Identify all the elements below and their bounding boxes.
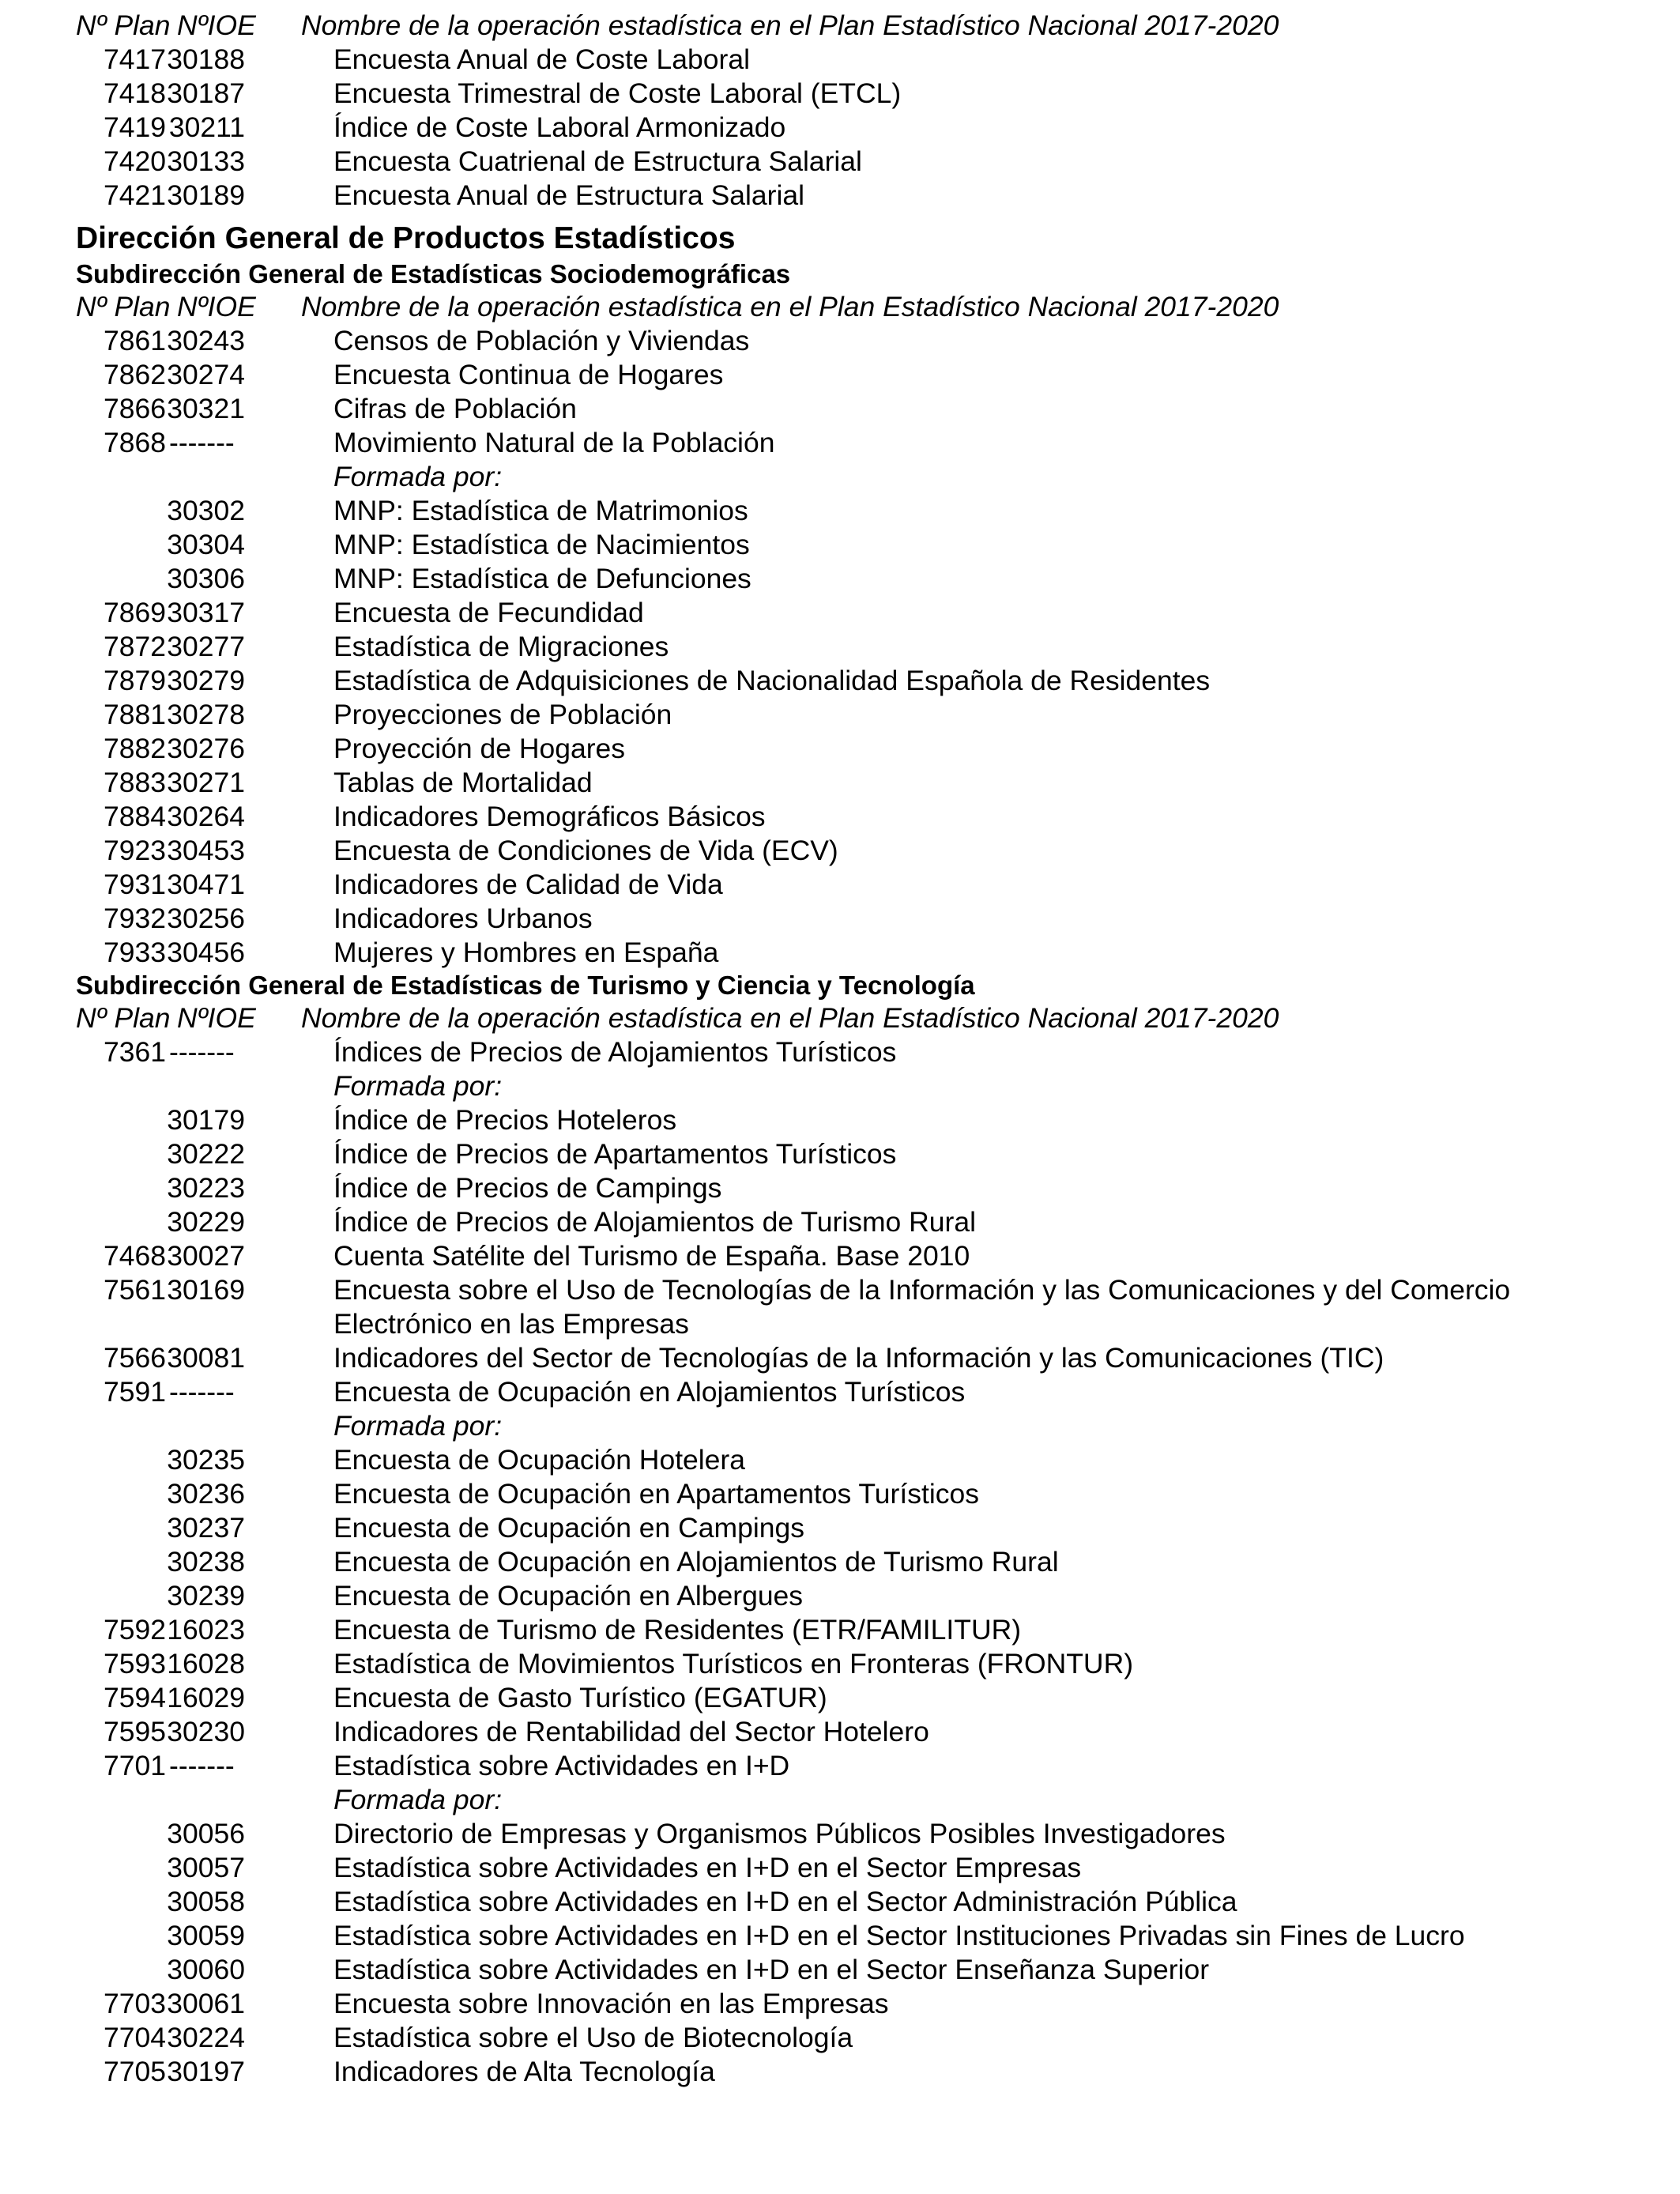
header-plan: Nº Plan (76, 291, 171, 322)
operation-name: Estadística sobre Actividades en I+D en el Sector Instituciones Privadas sin Fines de Lucro (333, 1920, 1465, 1951)
table-row (76, 1307, 1648, 1341)
plan-number: 7591 (104, 1376, 166, 1408)
operation-name: MNP: Estadística de Matrimonios (333, 495, 748, 526)
plan-number: 7417 (104, 43, 166, 75)
formada-por-row (76, 1069, 1648, 1103)
table-row (76, 1103, 1648, 1137)
subdireccion-turismo-heading: Subdirección General de Estadísticas de Turismo y Ciencia y Tecnología (76, 971, 975, 1000)
operation-name: Estadística sobre Actividades en I+D en el Sector Empresas (333, 1852, 1082, 1883)
table-row (76, 1987, 1648, 2021)
table-row (76, 868, 1648, 902)
operation-name: Encuesta sobre el Uso de Tecnologías de la Información y las Comunicaciones y del Comercio (333, 1274, 1511, 1306)
ioe-number (166, 1409, 245, 1443)
table-row (76, 630, 1648, 664)
formada-por-label: Formada por: (333, 1410, 503, 1442)
plan-number: 7421 (104, 179, 166, 211)
plan-number (76, 1307, 166, 1341)
operation-name: Encuesta de Ocupación en Albergues (333, 1580, 804, 1612)
plan-number (76, 1069, 166, 1103)
plan-number: 7932 (104, 903, 166, 934)
table-row (76, 1885, 1648, 1919)
ioe-number: ------- (169, 1376, 235, 1408)
plan-number: 7704 (104, 2022, 166, 2053)
operation-name: Proyección de Hogares (333, 733, 626, 764)
plan-number: 7869 (104, 597, 166, 628)
table-row (76, 111, 1648, 145)
table-row (76, 766, 1648, 800)
plan-number: 7931 (104, 869, 166, 900)
ioe-number: 30453 (167, 835, 245, 866)
plan-number: 7705 (104, 2056, 166, 2087)
plan-number: 7884 (104, 801, 166, 832)
table-row (76, 732, 1648, 766)
operation-name: Estadística sobre Actividades en I+D (333, 1750, 790, 1781)
operation-name: Encuesta de Fecundidad (333, 597, 644, 628)
table-row (76, 528, 1648, 562)
table-row (76, 1035, 1648, 1069)
table-row (76, 1239, 1648, 1273)
table-row (76, 1715, 1648, 1749)
plan-number: 7861 (104, 325, 166, 356)
formada-por-row (76, 1409, 1648, 1443)
operation-name: Indicadores de Alta Tecnología (333, 2056, 715, 2087)
operation-name: Indicadores Urbanos (333, 903, 593, 934)
table-row (76, 800, 1648, 834)
document-page (76, 9, 1648, 2089)
table-row (76, 1171, 1648, 1205)
formada-por-label: Formada por: (333, 1784, 503, 1815)
ioe-number: 30471 (167, 869, 245, 900)
ioe-number: 30058 (167, 1886, 245, 1917)
ioe-number: 30456 (167, 937, 245, 968)
plan-number (76, 1783, 166, 1817)
ioe-number: 30256 (167, 903, 245, 934)
plan-number: 7361 (104, 1036, 166, 1068)
plan-number (76, 1885, 166, 1919)
ioe-number: 30197 (167, 2056, 245, 2087)
ioe-number: 30277 (167, 631, 245, 662)
header-ioe: NºIOE (177, 1002, 256, 1034)
operation-name: Cuenta Satélite del Turismo de España. Base 2010 (333, 1240, 970, 1272)
ioe-number: ------- (169, 427, 235, 458)
ioe-number: ------- (169, 1750, 235, 1781)
table-row (76, 2055, 1648, 2089)
ioe-number: 30321 (167, 393, 245, 424)
plan-number: 7595 (104, 1716, 166, 1747)
table-row (76, 1919, 1648, 1953)
ioe-number: 30230 (167, 1716, 245, 1747)
plan-number: 7883 (104, 767, 166, 798)
operation-name: Censos de Población y Viviendas (333, 325, 750, 356)
operation-name: Encuesta de Ocupación en Alojamientos de Turismo Rural (333, 1546, 1059, 1578)
plan-number (76, 528, 166, 562)
plan-number: 7882 (104, 733, 166, 764)
ioe-number (166, 1307, 245, 1341)
operation-name: Indicadores Demográficos Básicos (333, 801, 766, 832)
operation-name: Indicadores del Sector de Tecnologías de la Información y las Comunicaciones (TIC) (333, 1342, 1384, 1374)
ioe-number: 30229 (167, 1206, 245, 1238)
plan-number: 7872 (104, 631, 166, 662)
ioe-number: 30317 (167, 597, 245, 628)
plan-number: 7593 (104, 1648, 166, 1679)
operation-name: Indicadores de Rentabilidad del Sector Hotelero (333, 1716, 929, 1747)
plan-number: 7933 (104, 937, 166, 968)
operation-name: Encuesta de Ocupación en Apartamentos Turísticos (333, 1478, 979, 1510)
table-header (76, 9, 1648, 43)
ioe-number: 30081 (167, 1342, 245, 1374)
table-header (76, 290, 1648, 324)
operation-name: Electrónico en las Empresas (333, 1308, 689, 1340)
table-row (76, 1545, 1648, 1579)
ioe-number: 30189 (167, 179, 245, 211)
table-row (76, 1613, 1648, 1647)
operation-name: MNP: Estadística de Defunciones (333, 563, 751, 594)
ioe-number: 30302 (167, 495, 245, 526)
ioe-number (166, 1783, 245, 1817)
ioe-number: 30211 (168, 111, 245, 143)
operation-name: Encuesta de Condiciones de Vida (ECV) (333, 835, 838, 866)
operation-name: Encuesta Anual de Coste Laboral (333, 43, 750, 75)
plan-number (76, 460, 166, 494)
table-row (76, 902, 1648, 936)
plan-number: 7868 (104, 427, 166, 458)
operation-name: Encuesta Trimestral de Coste Laboral (ETCL) (333, 77, 902, 109)
table-row (76, 358, 1648, 392)
plan-number (76, 1545, 166, 1579)
formada-por-label: Formada por: (333, 461, 503, 492)
ioe-number: 16023 (167, 1614, 245, 1646)
table-row (76, 1749, 1648, 1783)
plan-number (76, 1851, 166, 1885)
ioe-number: 30235 (167, 1444, 245, 1476)
table-row (76, 179, 1648, 213)
ioe-number: 30056 (167, 1818, 245, 1849)
operation-name: Estadística sobre Actividades en I+D en el Sector Administración Pública (333, 1886, 1237, 1917)
ioe-number: 30236 (167, 1478, 245, 1510)
plan-number: 7592 (104, 1614, 166, 1646)
table-row (76, 1205, 1648, 1239)
table-row (76, 1953, 1648, 1987)
table-row (76, 324, 1648, 358)
table-row (76, 1341, 1648, 1375)
table-row (76, 1273, 1648, 1307)
operation-name: Tablas de Mortalidad (333, 767, 593, 798)
plan-number: 7866 (104, 393, 166, 424)
operation-name: Índice de Coste Laboral Armonizado (333, 111, 786, 143)
ioe-number: 30274 (167, 359, 245, 390)
operation-name: Estadística de Adquisiciones de Nacionalidad Española de Residentes (333, 665, 1211, 696)
header-name: Nombre de la operación estadística en el Plan Estadístico Nacional 2017-2020 (301, 1002, 1279, 1034)
ioe-number: 30188 (167, 43, 245, 75)
table-row (76, 698, 1648, 732)
operation-name: Estadística de Movimientos Turísticos en Fronteras (FRONTUR) (333, 1648, 1134, 1679)
ioe-number: 30224 (167, 2022, 245, 2053)
plan-number (76, 562, 166, 596)
table-row (76, 1375, 1648, 1409)
ioe-number: 30057 (167, 1852, 245, 1883)
operation-name: Proyecciones de Población (333, 699, 672, 730)
plan-number: 7468 (104, 1240, 166, 1272)
subdireccion-sociodemograficas-heading: Subdirección General de Estadísticas Sociodemográficas (76, 259, 791, 288)
formada-por-row (76, 1783, 1648, 1817)
table-block-sociodemograficas (76, 324, 1648, 970)
plan-number (76, 1511, 166, 1545)
operation-name: Estadística de Migraciones (333, 631, 669, 662)
ioe-number: 16029 (167, 1682, 245, 1713)
operation-name: Encuesta de Ocupación en Campings (333, 1512, 804, 1544)
ioe-number: 30169 (167, 1274, 245, 1306)
table-row (76, 426, 1648, 460)
plan-number (76, 1953, 166, 1987)
operation-name: Movimiento Natural de la Población (333, 427, 775, 458)
header-name: Nombre de la operación estadística en el Plan Estadístico Nacional 2017-2020 (301, 291, 1279, 322)
operation-name: Directorio de Empresas y Organismos Públicos Posibles Investigadores (333, 1818, 1226, 1849)
table-row (76, 1477, 1648, 1511)
plan-number: 7561 (104, 1274, 166, 1306)
plan-number (76, 1817, 166, 1851)
ioe-number: 30223 (167, 1172, 245, 1204)
plan-number: 7703 (104, 1988, 166, 2019)
table-row (76, 1681, 1648, 1715)
ioe-number: 30278 (167, 699, 245, 730)
plan-number: 7881 (104, 699, 166, 730)
plan-number (76, 1579, 166, 1613)
ioe-number: 30179 (167, 1104, 245, 1136)
table-block-1 (76, 43, 1648, 213)
ioe-number: 30276 (167, 733, 245, 764)
plan-number (76, 1137, 166, 1171)
plan-number: 7566 (104, 1342, 166, 1374)
operation-name: Índice de Precios de Campings (333, 1172, 722, 1204)
table-row (76, 562, 1648, 596)
table-row (76, 1511, 1648, 1545)
plan-number (76, 1409, 166, 1443)
table-row (76, 1817, 1648, 1851)
table-row (76, 1647, 1648, 1681)
table-block-turismo (76, 1035, 1648, 2089)
table-row (76, 2021, 1648, 2055)
ioe-number (166, 1069, 245, 1103)
header-plan: Nº Plan (76, 1002, 171, 1034)
ioe-number: 16028 (167, 1648, 245, 1679)
ioe-number: 30237 (167, 1512, 245, 1544)
ioe-number: 30027 (167, 1240, 245, 1272)
table-row (76, 145, 1648, 179)
table-header (76, 1001, 1648, 1035)
ioe-number: 30279 (167, 665, 245, 696)
direccion-heading: Dirección General de Productos Estadísticos (76, 221, 736, 255)
table-row (76, 392, 1648, 426)
operation-name: Estadística sobre el Uso de Biotecnología (333, 2022, 853, 2053)
ioe-number: 30133 (167, 145, 245, 177)
operation-name: Encuesta de Ocupación en Alojamientos Turísticos (333, 1376, 966, 1408)
plan-number: 7879 (104, 665, 166, 696)
plan-number: 7701 (104, 1750, 166, 1781)
table-row (76, 1579, 1648, 1613)
formada-por-label: Formada por: (333, 1070, 503, 1102)
header-ioe: NºIOE (177, 9, 256, 41)
operation-name: Encuesta de Ocupación Hotelera (333, 1444, 745, 1476)
table-row (76, 1443, 1648, 1477)
ioe-number: 30243 (167, 325, 245, 356)
operation-name: Cifras de Población (333, 393, 577, 424)
operation-name: MNP: Estadística de Nacimientos (333, 529, 750, 560)
plan-number: 7862 (104, 359, 166, 390)
operation-name: Indicadores de Calidad de Vida (333, 869, 723, 900)
operation-name: Encuesta Cuatrienal de Estructura Salarial (333, 145, 862, 177)
operation-name: Índices de Precios de Alojamientos Turísticos (333, 1036, 897, 1068)
operation-name: Índice de Precios Hoteleros (333, 1104, 677, 1136)
plan-number: 7418 (104, 77, 166, 109)
header-ioe: NºIOE (177, 291, 256, 322)
plan-number: 7923 (104, 835, 166, 866)
ioe-number: 30238 (167, 1546, 245, 1578)
table-row (76, 43, 1648, 77)
operation-name: Encuesta de Turismo de Residentes (ETR/FAMILITUR) (333, 1614, 1022, 1646)
table-row (76, 936, 1648, 970)
plan-number (76, 494, 166, 528)
table-row (76, 596, 1648, 630)
header-name: Nombre de la operación estadística en el Plan Estadístico Nacional 2017-2020 (301, 9, 1279, 41)
plan-number (76, 1919, 166, 1953)
table-row (76, 494, 1648, 528)
plan-number: 7594 (104, 1682, 166, 1713)
ioe-number: 30264 (167, 801, 245, 832)
ioe-number (166, 460, 245, 494)
table-row (76, 1851, 1648, 1885)
ioe-number: 30306 (167, 563, 245, 594)
formada-por-row (76, 460, 1648, 494)
plan-number (76, 1103, 166, 1137)
ioe-number: 30239 (167, 1580, 245, 1612)
table-row (76, 664, 1648, 698)
operation-name: Índice de Precios de Alojamientos de Turismo Rural (333, 1206, 976, 1238)
ioe-number: 30187 (167, 77, 245, 109)
operation-name: Índice de Precios de Apartamentos Turísticos (333, 1138, 897, 1170)
ioe-number: 30271 (167, 767, 245, 798)
ioe-number: ------- (169, 1036, 235, 1068)
operation-name: Encuesta Anual de Estructura Salarial (333, 179, 804, 211)
ioe-number: 30304 (167, 529, 245, 560)
plan-number: 7420 (104, 145, 166, 177)
table-row (76, 834, 1648, 868)
plan-number (76, 1477, 166, 1511)
table-row (76, 1137, 1648, 1171)
operation-name: Encuesta de Gasto Turístico (EGATUR) (333, 1682, 827, 1713)
operation-name: Encuesta Continua de Hogares (333, 359, 724, 390)
operation-name: Estadística sobre Actividades en I+D en el Sector Enseñanza Superior (333, 1954, 1210, 1985)
plan-number: 7419 (104, 111, 166, 143)
header-plan: Nº Plan (76, 9, 171, 41)
plan-number (76, 1205, 166, 1239)
table-row (76, 77, 1648, 111)
ioe-number: 30222 (167, 1138, 245, 1170)
plan-number (76, 1171, 166, 1205)
ioe-number: 30061 (167, 1988, 245, 2019)
ioe-number: 30060 (167, 1954, 245, 1985)
ioe-number: 30059 (167, 1920, 245, 1951)
plan-number (76, 1443, 166, 1477)
operation-name: Encuesta sobre Innovación en las Empresas (333, 1988, 889, 2019)
operation-name: Mujeres y Hombres en España (333, 937, 719, 968)
